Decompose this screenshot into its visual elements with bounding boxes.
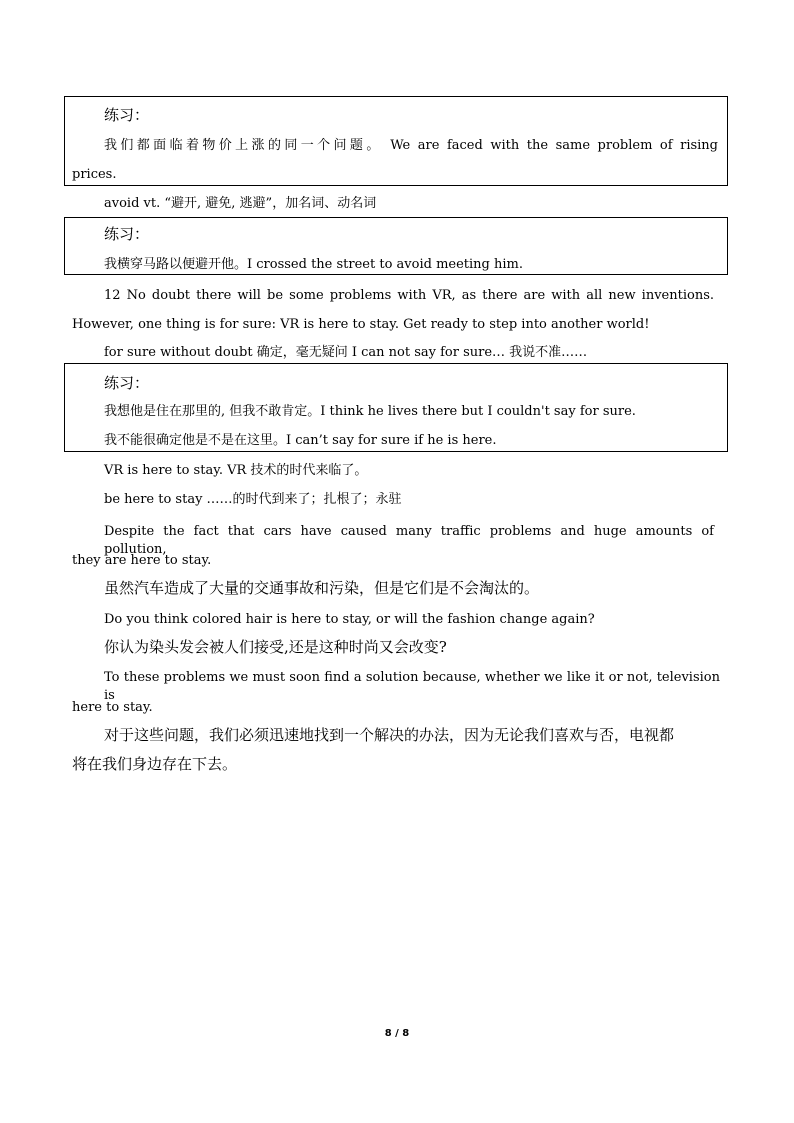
exercise-heading: 练习： xyxy=(104,374,150,392)
example-colored-en: Do you think colored hair is here to stay, or will the fashion change again? xyxy=(104,612,595,627)
exercise-heading: 练习： xyxy=(104,225,150,243)
exercise-heading: 练习： xyxy=(104,106,150,124)
exercise-sentence: 我们都面临着物价上涨的同一个问题。 We are faced with the same problem of rising xyxy=(104,138,718,153)
paragraph-12-line-2: However, one thing is for sure: VR is here to stay. Get ready to step into another world! xyxy=(72,317,650,332)
exercise-sentence: 我不能很确定他是不是在这里。I can’t say for sure if he is here. xyxy=(104,433,497,448)
paragraph-12-line-1: 12 No doubt there will be some problems with VR, as there are with all new inventions. xyxy=(104,288,714,303)
vocab-be-here-to-stay: be here to stay ……的时代到来了；扎根了；永驻 xyxy=(104,492,402,507)
exercise-sentence: 我想他是住在那里的, 但我不敢肯定。I think he lives there but I couldn't say for sure. xyxy=(104,404,636,419)
example-despite-line-2: they are here to stay. xyxy=(72,553,212,568)
exercise-sentence: 我横穿马路以便避开他。I crossed the street to avoid meeting him. xyxy=(104,257,523,272)
page-number: 8 / 8 xyxy=(384,1028,410,1039)
vocab-avoid: avoid vt. “避开, 避免, 逃避”，加名词、动名词 xyxy=(104,196,377,211)
example-despite-line-1: Despite the fact that cars have caused many traffic problems and huge amounts of pollution, xyxy=(104,524,714,557)
vr-line: VR is here to stay. VR 技术的时代来临了。 xyxy=(104,463,368,478)
example-problems-cn-line-2: 将在我们身边存在下去。 xyxy=(72,755,238,773)
exercise-sentence-cont: prices. xyxy=(72,167,117,182)
vocab-for-sure: for sure without doubt 确定，毫无疑问 I can not say for sure… 我说不准…… xyxy=(104,345,588,360)
example-problems-cn-line-1: 对于这些问题，我们必须迅速地找到一个解决的办法，因为无论我们喜欢与否，电视都 xyxy=(104,726,675,744)
example-problems-line-1: To these problems we must soon find a solution because, whether we like it or not, television is xyxy=(104,670,720,703)
example-despite-cn: 虽然汽车造成了大量的交通事故和污染，但是它们是不会淘汰的。 xyxy=(104,579,540,597)
example-problems-line-2: here to stay. xyxy=(72,700,153,715)
example-colored-cn: 你认为染头发会被人们接受,还是这种时尚又会改变? xyxy=(104,638,447,656)
